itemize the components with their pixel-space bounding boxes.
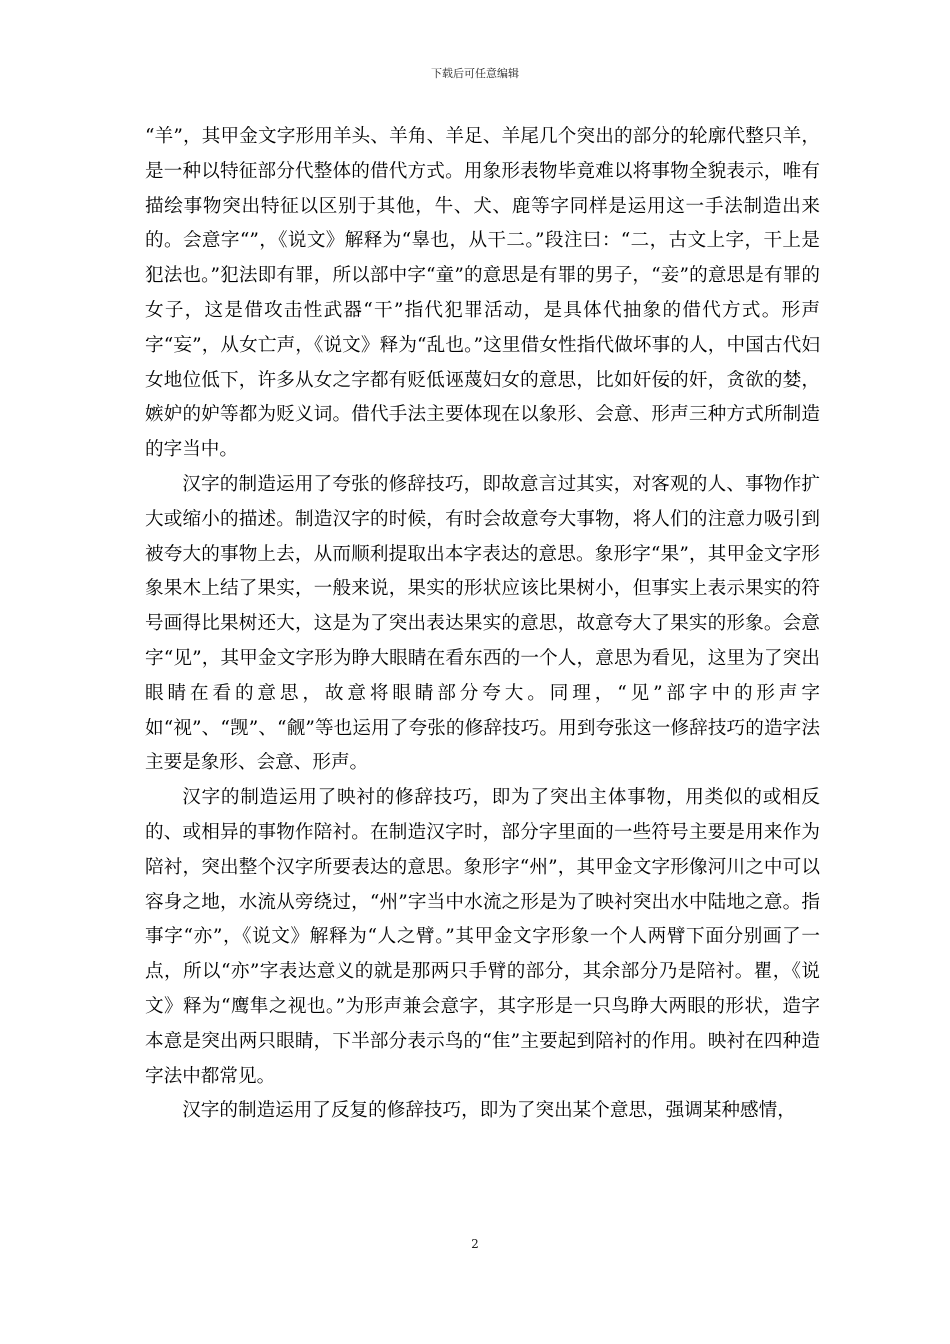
paragraph-4: 汉字的制造运用了反复的修辞技巧，即为了突出某个意思，强调某种感情， (182, 1100, 796, 1122)
paragraph-2: 汉字的制造运用了夸张的修辞技巧，即故意言过其实，对客观的人、事物作扩大或缩小的描述。制造汉字的时候，有时会故意夸大事物，将人们的注意力吸引到被夸大的事物上去，从而顺利提取出本字表达的意思。象形字“果”，其甲金文字形象果木上结了果实，一般来说，果实的形状应该比果树小，但事实上表示果实的符号画得比果树还大，这是为了突出表达果实的意思，故意夸大了果实的形象。会意字“见”，其甲金文字形为睁大眼睛在看东西的一个人，意思为看见，这里为了突出眼睛在看的意思，故意将眼睛部分夸大。同理，“见”部字中的形声字如“视”、“觊”、“觎”等也运用了夸张的修辞技巧。用到夸张这一修辞技巧的造字法主要是象形、会意、形声。 (145, 473, 820, 774)
paragraph-3: 汉字的制造运用了映衬的修辞技巧，即为了突出主体事物，用类似的或相反的、或相异的事物作陪衬。在制造汉字时，部分字里面的一些符号主要是用来作为陪衬，突出整个汉字所要表达的意思。象形字“州”，其甲金文字形像河川之中可以容身之地，水流从旁绕过，“州”字当中水流之形是为了映衬突出水中陆地之意。指事字“亦”，《说文》解释为“人之臂。”其甲金文字形象一个人两臂下面分别画了一点，所以“亦”字表达意义的就是那两只手臂的部分，其余部分乃是陪衬。瞿，《说文》释为“鹰隼之视也。”为形声兼会意字，其字形是一只鸟睁大两眼的形状，造字本意是突出两只眼睛，下半部分表示鸟的“隹”主要起到陪衬的作用。映衬在四种造字法中都常见。 (145, 787, 820, 1087)
running-header: 下载后可任意编辑 (431, 67, 519, 80)
paragraph-1: “羊”，其甲金文字形用羊头、羊角、羊足、羊尾几个突出的部分的轮廓代整只羊，是一种以特征部分代整体的借代方式。用象形表物毕竟难以将事物全貌表示，唯有描绘事物突出特征以区别于其他，牛、犬、鹿等字同样是运用这一手法制造出来的。会意字“”，《说文》解释为“辠也，从干二。”段注曰：“二，古文上字，干上是犯法也。”犯法即有罪，所以部中字“童”的意思是有罪的男子，“妾”的意思是有罪的女子，这是借攻击性武器“干”指代犯罪活动，是具体代抽象的借代方式。形声字“妄”，从女亡声，《说文》释为“乱也。”这里借女性指代做坏事的人，中国古代妇女地位低下，许多从女之字都有贬低诬蔑妇女的意思，比如奸佞的奸，贪欲的婪，嫉妒的妒等都为贬义词。借代手法主要体现在以象形、会意、形声三种方式所制造的字当中。 (145, 126, 820, 461)
body-text (145, 120, 820, 1129)
page-number: 2 (471, 1237, 479, 1251)
